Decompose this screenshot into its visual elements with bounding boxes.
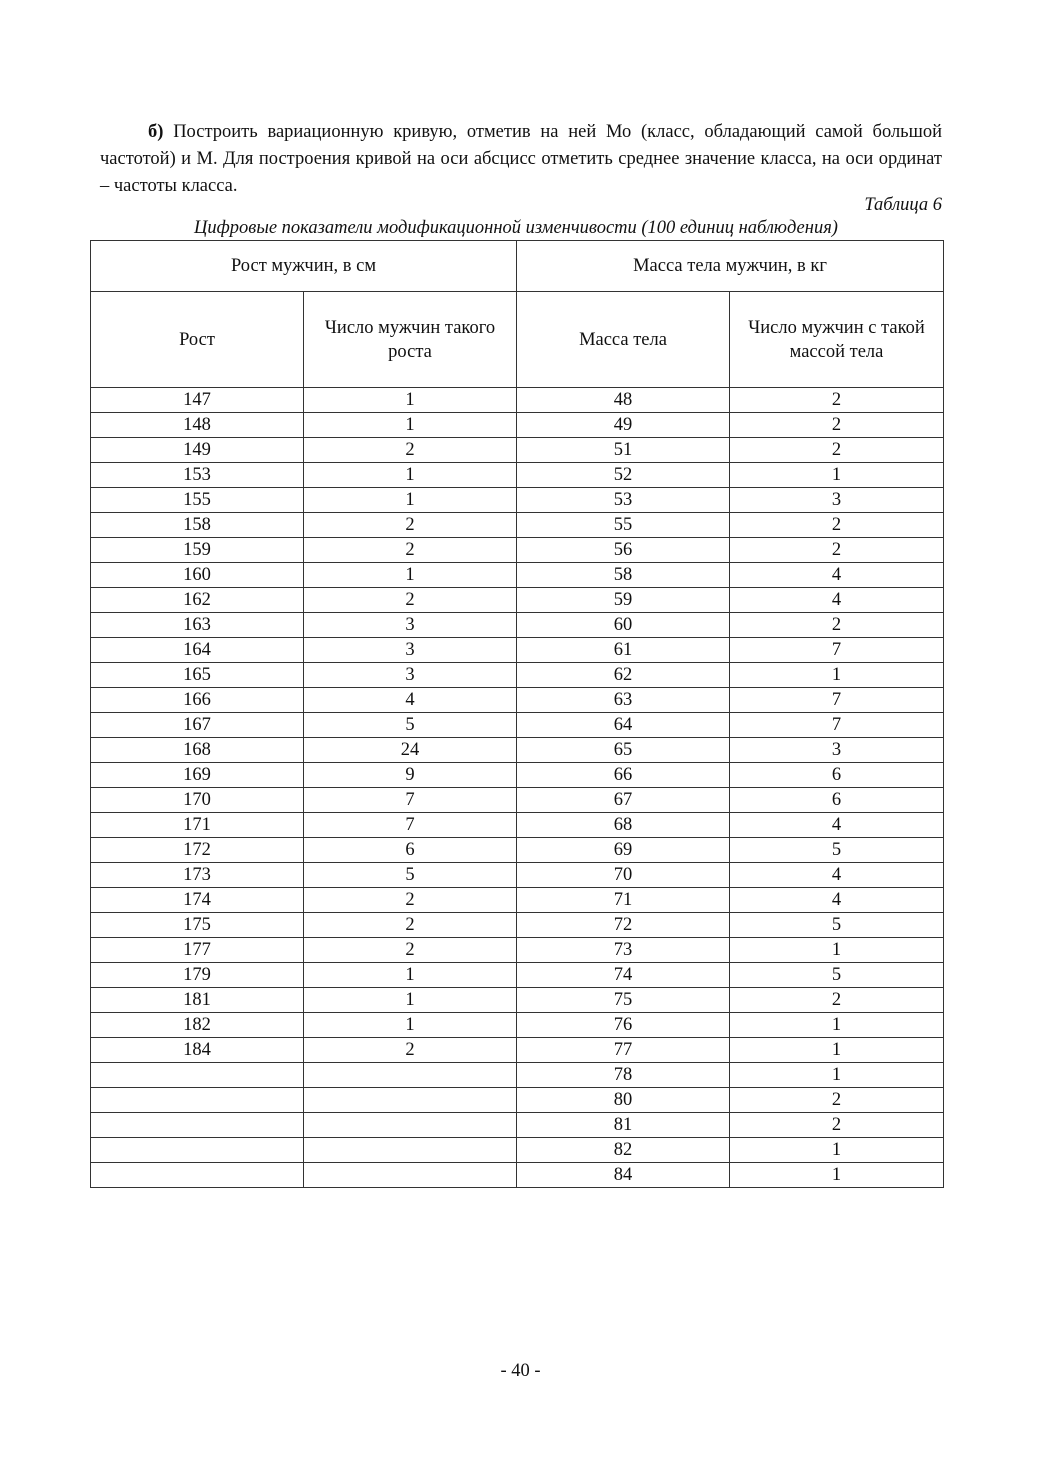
mass-cell: 48 bbox=[517, 388, 730, 413]
mass-cell: 63 bbox=[517, 688, 730, 713]
height-cell bbox=[91, 1063, 304, 1088]
table-caption: Цифровые показатели модификационной изменчивости (100 единиц наблюдения) bbox=[194, 218, 838, 238]
column-header-height: Рост bbox=[91, 292, 304, 388]
mass-count-cell: 4 bbox=[730, 563, 944, 588]
column-header-mass-count: Число мужчин с такой массой тела bbox=[730, 292, 944, 388]
mass-cell: 64 bbox=[517, 713, 730, 738]
mass-count-cell: 1 bbox=[730, 938, 944, 963]
mass-cell: 49 bbox=[517, 413, 730, 438]
table-row bbox=[91, 888, 944, 913]
mass-count-cell: 1 bbox=[730, 1038, 944, 1063]
mass-cell: 74 bbox=[517, 963, 730, 988]
height-cell: 153 bbox=[91, 463, 304, 488]
height-cell: 164 bbox=[91, 638, 304, 663]
mass-cell: 68 bbox=[517, 813, 730, 838]
table-row bbox=[91, 388, 944, 413]
height-cell: 165 bbox=[91, 663, 304, 688]
table-row bbox=[91, 513, 944, 538]
mass-cell: 73 bbox=[517, 938, 730, 963]
mass-count-cell: 1 bbox=[730, 663, 944, 688]
mass-cell: 65 bbox=[517, 738, 730, 763]
mass-cell: 78 bbox=[517, 1063, 730, 1088]
height-cell: 158 bbox=[91, 513, 304, 538]
height-cell: 167 bbox=[91, 713, 304, 738]
mass-count-cell: 4 bbox=[730, 888, 944, 913]
mass-count-cell: 1 bbox=[730, 1063, 944, 1088]
task-text: Построить вариационную кривую, отметив на ней Мо (класс, обладающий самой большой частотой) и М. Для построения кривой на оси абсцисс отметить среднее значение класса, на оси ординат – частоты класса. bbox=[100, 122, 943, 196]
height-count-cell: 1 bbox=[304, 463, 517, 488]
height-cell: 160 bbox=[91, 563, 304, 588]
height-count-cell bbox=[304, 1138, 517, 1163]
height-cell: 149 bbox=[91, 438, 304, 463]
table-row bbox=[91, 1063, 944, 1088]
height-count-cell: 1 bbox=[304, 1013, 517, 1038]
mass-cell: 59 bbox=[517, 588, 730, 613]
table-row bbox=[91, 863, 944, 888]
height-cell: 163 bbox=[91, 613, 304, 638]
height-cell bbox=[91, 1113, 304, 1138]
height-count-cell: 1 bbox=[304, 963, 517, 988]
column-header-height-count: Число мужчин такого роста bbox=[304, 292, 517, 388]
mass-cell: 53 bbox=[517, 488, 730, 513]
height-count-cell: 3 bbox=[304, 613, 517, 638]
mass-cell: 81 bbox=[517, 1113, 730, 1138]
height-cell: 184 bbox=[91, 1038, 304, 1063]
mass-cell: 76 bbox=[517, 1013, 730, 1038]
height-count-cell bbox=[304, 1163, 517, 1188]
mass-count-cell: 2 bbox=[730, 538, 944, 563]
mass-count-cell: 2 bbox=[730, 613, 944, 638]
mass-count-cell: 1 bbox=[730, 463, 944, 488]
height-count-cell: 1 bbox=[304, 988, 517, 1013]
table-row bbox=[91, 1013, 944, 1038]
height-cell bbox=[91, 1138, 304, 1163]
task-paragraph bbox=[100, 119, 942, 200]
table-row bbox=[91, 763, 944, 788]
height-count-cell: 2 bbox=[304, 913, 517, 938]
height-cell: 168 bbox=[91, 738, 304, 763]
table-row bbox=[91, 913, 944, 938]
mass-cell: 69 bbox=[517, 838, 730, 863]
height-count-cell: 3 bbox=[304, 638, 517, 663]
table-row bbox=[91, 563, 944, 588]
mass-count-cell: 2 bbox=[730, 988, 944, 1013]
height-count-cell: 1 bbox=[304, 563, 517, 588]
mass-count-cell: 2 bbox=[730, 438, 944, 463]
mass-count-cell: 7 bbox=[730, 713, 944, 738]
height-count-cell: 2 bbox=[304, 938, 517, 963]
mass-count-cell: 5 bbox=[730, 838, 944, 863]
mass-count-cell: 7 bbox=[730, 688, 944, 713]
table-row bbox=[91, 713, 944, 738]
mass-count-cell: 4 bbox=[730, 863, 944, 888]
table-row bbox=[91, 1038, 944, 1063]
mass-cell: 62 bbox=[517, 663, 730, 688]
group-header-height: Рост мужчин, в см bbox=[91, 241, 517, 292]
mass-cell: 71 bbox=[517, 888, 730, 913]
table-row bbox=[91, 813, 944, 838]
height-cell: 173 bbox=[91, 863, 304, 888]
height-cell: 155 bbox=[91, 488, 304, 513]
mass-cell: 67 bbox=[517, 788, 730, 813]
height-cell: 162 bbox=[91, 588, 304, 613]
mass-count-cell: 3 bbox=[730, 488, 944, 513]
height-count-cell: 2 bbox=[304, 438, 517, 463]
data-table bbox=[90, 240, 944, 1188]
table-row bbox=[91, 1163, 944, 1188]
height-count-cell: 9 bbox=[304, 763, 517, 788]
height-cell: 148 bbox=[91, 413, 304, 438]
table-row bbox=[91, 788, 944, 813]
height-count-cell: 2 bbox=[304, 538, 517, 563]
mass-cell: 66 bbox=[517, 763, 730, 788]
task-label: б) bbox=[148, 122, 164, 142]
table-number: Таблица 6 bbox=[864, 195, 942, 215]
mass-cell: 77 bbox=[517, 1038, 730, 1063]
height-cell: 175 bbox=[91, 913, 304, 938]
height-count-cell: 2 bbox=[304, 888, 517, 913]
height-count-cell: 6 bbox=[304, 838, 517, 863]
mass-count-cell: 5 bbox=[730, 913, 944, 938]
height-cell: 169 bbox=[91, 763, 304, 788]
mass-count-cell: 1 bbox=[730, 1163, 944, 1188]
mass-cell: 51 bbox=[517, 438, 730, 463]
mass-cell: 55 bbox=[517, 513, 730, 538]
height-cell bbox=[91, 1163, 304, 1188]
table-row bbox=[91, 1088, 944, 1113]
height-count-cell: 24 bbox=[304, 738, 517, 763]
mass-count-cell: 6 bbox=[730, 763, 944, 788]
mass-count-cell: 1 bbox=[730, 1013, 944, 1038]
height-cell: 172 bbox=[91, 838, 304, 863]
mass-count-cell: 2 bbox=[730, 1113, 944, 1138]
height-count-cell: 2 bbox=[304, 1038, 517, 1063]
mass-cell: 72 bbox=[517, 913, 730, 938]
mass-count-cell: 6 bbox=[730, 788, 944, 813]
mass-cell: 82 bbox=[517, 1138, 730, 1163]
height-count-cell: 5 bbox=[304, 713, 517, 738]
mass-cell: 80 bbox=[517, 1088, 730, 1113]
mass-cell: 58 bbox=[517, 563, 730, 588]
mass-count-cell: 3 bbox=[730, 738, 944, 763]
table-row bbox=[91, 638, 944, 663]
height-count-cell: 1 bbox=[304, 388, 517, 413]
table-row bbox=[91, 463, 944, 488]
table-row bbox=[91, 413, 944, 438]
height-count-cell: 1 bbox=[304, 488, 517, 513]
mass-cell: 61 bbox=[517, 638, 730, 663]
table-row bbox=[91, 613, 944, 638]
height-cell: 179 bbox=[91, 963, 304, 988]
height-count-cell bbox=[304, 1063, 517, 1088]
mass-count-cell: 5 bbox=[730, 963, 944, 988]
mass-count-cell: 1 bbox=[730, 1138, 944, 1163]
height-count-cell: 7 bbox=[304, 813, 517, 838]
mass-count-cell: 4 bbox=[730, 813, 944, 838]
height-count-cell: 7 bbox=[304, 788, 517, 813]
height-cell: 159 bbox=[91, 538, 304, 563]
height-cell: 177 bbox=[91, 938, 304, 963]
table-row bbox=[91, 938, 944, 963]
table-row bbox=[91, 1113, 944, 1138]
height-cell: 166 bbox=[91, 688, 304, 713]
group-header-row bbox=[91, 241, 944, 292]
mass-cell: 52 bbox=[517, 463, 730, 488]
height-cell: 147 bbox=[91, 388, 304, 413]
height-cell: 182 bbox=[91, 1013, 304, 1038]
mass-count-cell: 2 bbox=[730, 413, 944, 438]
mass-count-cell: 2 bbox=[730, 1088, 944, 1113]
height-cell: 170 bbox=[91, 788, 304, 813]
height-count-cell: 2 bbox=[304, 588, 517, 613]
height-count-cell: 4 bbox=[304, 688, 517, 713]
group-header-mass: Масса тела мужчин, в кг bbox=[517, 241, 944, 292]
mass-cell: 84 bbox=[517, 1163, 730, 1188]
height-count-cell bbox=[304, 1088, 517, 1113]
mass-count-cell: 7 bbox=[730, 638, 944, 663]
height-count-cell: 5 bbox=[304, 863, 517, 888]
page-number: - 40 - bbox=[500, 1361, 541, 1381]
mass-cell: 60 bbox=[517, 613, 730, 638]
table-row bbox=[91, 838, 944, 863]
column-header-row bbox=[91, 292, 944, 388]
height-count-cell: 3 bbox=[304, 663, 517, 688]
table-row bbox=[91, 988, 944, 1013]
height-cell: 181 bbox=[91, 988, 304, 1013]
table-row bbox=[91, 688, 944, 713]
table-row bbox=[91, 488, 944, 513]
height-cell: 174 bbox=[91, 888, 304, 913]
height-count-cell bbox=[304, 1113, 517, 1138]
mass-count-cell: 2 bbox=[730, 388, 944, 413]
table-row bbox=[91, 588, 944, 613]
table-row bbox=[91, 738, 944, 763]
mass-count-cell: 4 bbox=[730, 588, 944, 613]
height-count-cell: 1 bbox=[304, 413, 517, 438]
column-header-mass: Масса тела bbox=[517, 292, 730, 388]
mass-cell: 56 bbox=[517, 538, 730, 563]
height-cell bbox=[91, 1088, 304, 1113]
mass-count-cell: 2 bbox=[730, 513, 944, 538]
table-row bbox=[91, 538, 944, 563]
mass-cell: 70 bbox=[517, 863, 730, 888]
table-row bbox=[91, 663, 944, 688]
mass-cell: 75 bbox=[517, 988, 730, 1013]
table-row bbox=[91, 438, 944, 463]
table-row bbox=[91, 1138, 944, 1163]
height-cell: 171 bbox=[91, 813, 304, 838]
table-row bbox=[91, 963, 944, 988]
height-count-cell: 2 bbox=[304, 513, 517, 538]
